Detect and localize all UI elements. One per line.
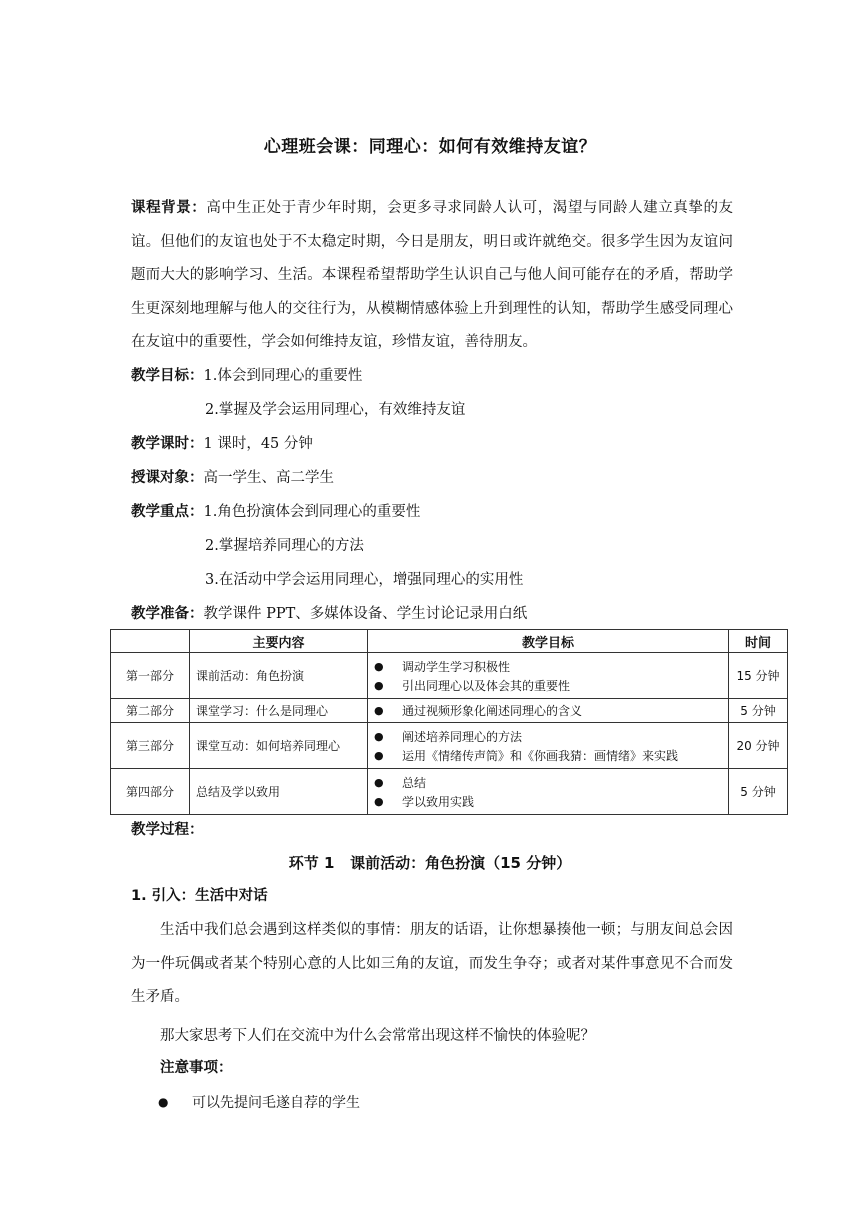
table-header-goals: 教学目标 <box>368 630 729 653</box>
section-heading: 环节 1 课前活动：角色扮演（15 分钟） <box>288 854 572 872</box>
preparation-line <box>131 604 527 624</box>
objective-1: 1.体会到同理心的重要性 <box>203 368 363 384</box>
row-time: 20 分钟 <box>729 723 788 769</box>
keypoints-label: 教学重点： <box>131 504 204 520</box>
bullet-icon: ● <box>374 729 384 743</box>
note-item <box>158 1092 360 1112</box>
goal-item: 阐述培养同理心的方法 <box>402 729 523 744</box>
preparation-value: 教学课件 PPT、多媒体设备、学生讨论记录用白纸 <box>203 606 528 622</box>
hours-line <box>131 434 313 454</box>
row-goals <box>368 653 729 699</box>
row-goals <box>368 769 729 815</box>
table-header-content: 主要内容 <box>190 630 368 653</box>
background-paragraph <box>131 192 733 360</box>
row-time: 5 分钟 <box>729 699 788 723</box>
row-content: 课前活动：角色扮演 <box>190 653 368 699</box>
audience-line <box>131 468 334 488</box>
note-text: 可以先提问毛遂自荐的学生 <box>192 1095 360 1111</box>
process-label: 教学过程： <box>131 822 204 838</box>
notes-label: 注意事项： <box>160 1060 233 1076</box>
intro-paragraph: 生活中我们总会遇到这样类似的事情：朋友的话语，让你想暴揍他一顿；与朋友间总会因为一件玩偶或者某个特别心意的人比如三角的友谊，而发生争夺；或者对某件事意见不合而发生矛盾。 <box>131 922 733 1005</box>
bullet-icon: ● <box>374 794 384 808</box>
table-row <box>111 699 788 723</box>
table-header-part <box>111 630 190 653</box>
goal-item: 运用《情绪传声筒》和《你画我猜：画情绪》来实践 <box>402 748 679 763</box>
keypoint-2: 2.掌握培养同理心的方法 <box>205 538 364 554</box>
row-part: 第一部分 <box>111 653 190 699</box>
keypoints-line <box>131 502 420 522</box>
row-time: 15 分钟 <box>729 653 788 699</box>
table-row <box>111 723 788 769</box>
row-time: 5 分钟 <box>729 769 788 815</box>
bullet-icon: ● <box>374 678 384 692</box>
document-title: 心理班会课：同理心：如何有效维持友谊？ <box>263 137 597 157</box>
table-row <box>111 769 788 815</box>
table-row <box>111 653 788 699</box>
objective-2: 2.掌握及学会运用同理心，有效维持友谊 <box>205 402 466 418</box>
bullet-icon: ● <box>374 704 384 717</box>
goal-item: 引出同理心以及体会其的重要性 <box>402 678 571 693</box>
step-1-heading: 1. 引入：生活中对话 <box>131 888 268 904</box>
background-text: 高中生正处于青少年时期，会更多寻求同龄人认可，渴望与同龄人建立真挚的友谊。但他们的友谊也处于不太稳定时期，今日是朋友，明日或许就绝交。很多学生因为友谊问题而大大的影响学习、生活。本课程希望帮助学生认识自己与他人间可能存在的矛盾，帮助学生更深刻地理解与他人的交往行为，从模糊情感体验上升到理性的认知，帮助学生感受同理心在友谊中的重要性，学会如何维持友谊，珍惜友谊，善待朋友。 <box>131 200 734 350</box>
goal-item: 调动学生学习积极性 <box>402 659 511 674</box>
goal-item: 总结 <box>402 775 427 790</box>
hours-value: 1 课时，45 分钟 <box>203 436 313 452</box>
question-paragraph: 那大家思考下人们在交流中为什么会常常出现这样不愉快的体验呢？ <box>160 1028 595 1044</box>
bullet-icon: ● <box>374 748 384 762</box>
audience-value: 高一学生、高二学生 <box>203 470 334 486</box>
objectives-label: 教学目标： <box>131 368 204 384</box>
row-content: 总结及学以致用 <box>190 769 368 815</box>
row-goals <box>368 723 729 769</box>
table-header-time: 时间 <box>729 630 788 653</box>
bullet-icon: ● <box>374 659 384 673</box>
hours-label: 教学课时： <box>131 436 204 452</box>
table-header-row <box>111 630 788 653</box>
goal-item: 学以致用实践 <box>402 794 475 809</box>
lesson-plan-table <box>110 629 788 815</box>
bullet-icon: ● <box>374 775 384 789</box>
goal-item: 通过视频形象化阐述同理心的含义 <box>402 704 583 718</box>
row-goals <box>368 699 729 723</box>
keypoint-3: 3.在活动中学会运用同理心，增强同理心的实用性 <box>205 572 524 588</box>
bullet-icon: ● <box>158 1095 169 1109</box>
row-part: 第四部分 <box>111 769 190 815</box>
keypoint-1: 1.角色扮演体会到同理心的重要性 <box>203 504 421 520</box>
row-part: 第三部分 <box>111 723 190 769</box>
preparation-label: 教学准备： <box>131 606 204 622</box>
row-content: 课堂学习：什么是同理心 <box>190 699 368 723</box>
background-label: 课程背景： <box>131 200 207 216</box>
objectives-line <box>131 366 362 386</box>
row-part: 第二部分 <box>111 699 190 723</box>
audience-label: 授课对象： <box>131 470 204 486</box>
row-content: 课堂互动：如何培养同理心 <box>190 723 368 769</box>
